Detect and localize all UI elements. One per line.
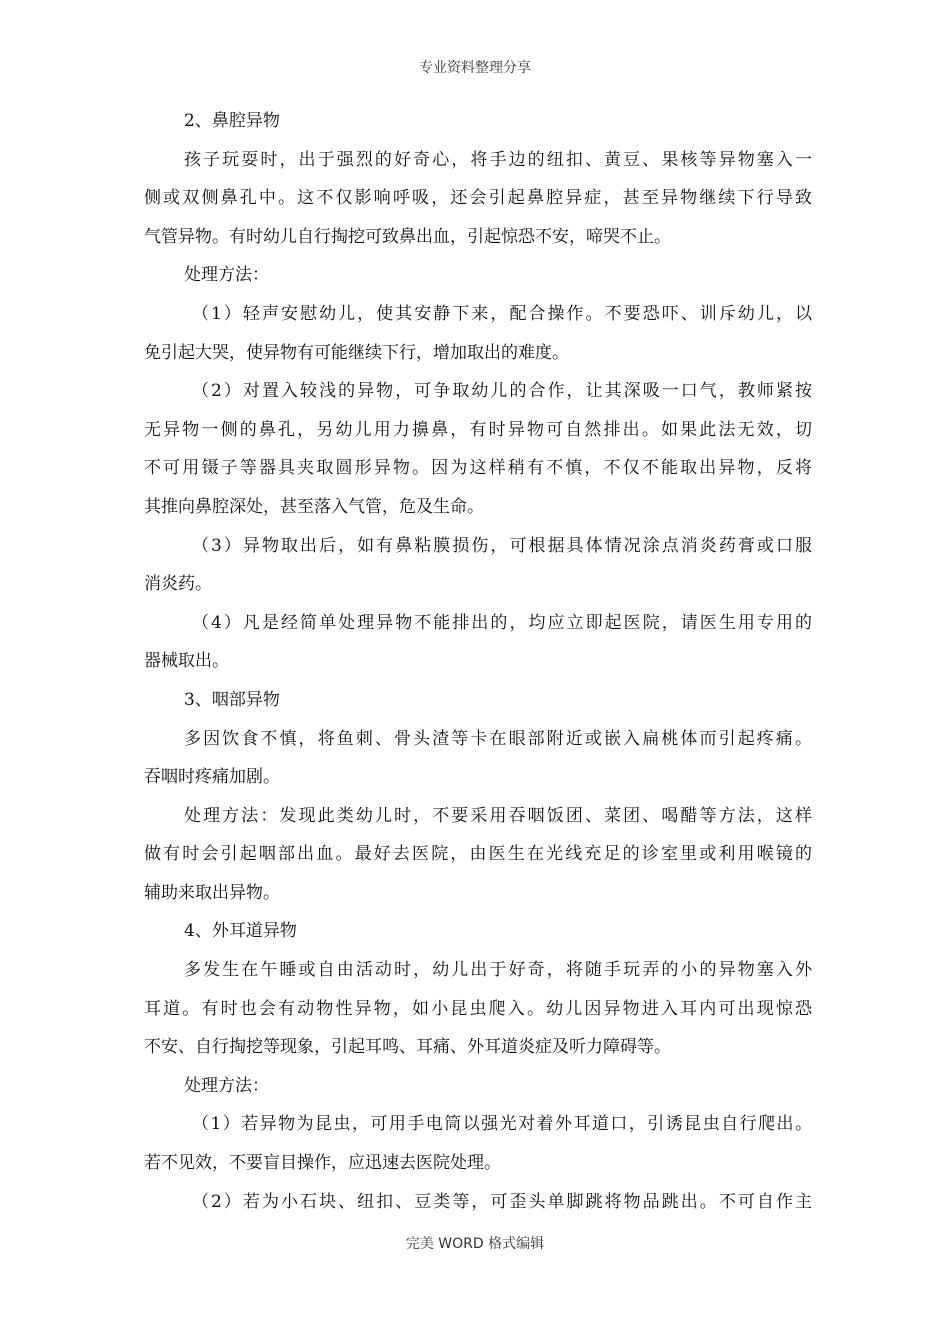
page-header: 专业资料整理分享 [419,60,531,76]
paragraph-line: 处理方法：发现此类幼儿时，不要采用吞咽饭团、菜团、喝醋等方法，这样 [184,805,812,826]
paragraph-line: （2）对置入较浅的异物，可争取幼儿的合作，让其深吸一口气，教师紧按 [192,381,812,402]
method-label: 处理方法： [184,265,269,286]
paragraph-line: 器械取出。 [144,651,229,672]
paragraph-line: 孩子玩耍时，出于强烈的好奇心，将手边的纽扣、黄豆、果核等异物塞入一 [184,149,812,170]
paragraph-line: 气管异物。有时幼儿自行掏挖可致鼻出血，引起惊恐不安，啼哭不止。 [144,226,671,247]
section-heading: 2、鼻腔异物 [184,111,280,131]
method-label: 处理方法： [184,1075,269,1096]
paragraph-line: （1）轻声安慰幼儿，使其安静下来，配合操作。不要恐吓、训斥幼儿，以 [192,303,812,324]
paragraph-line: 辅助来取出异物。 [144,882,280,903]
paragraph-line: 耳道。有时也会有动物性异物，如小昆虫爬入。幼儿因异物进入耳内可出现惊恐 [144,998,812,1019]
paragraph-line: （2）若为小石块、纽扣、豆类等，可歪头单脚跳将物品跳出。不可自作主 [192,1191,812,1212]
paragraph-line: 若不见效，不要盲目操作，应迅速去医院处理。 [144,1153,501,1174]
paragraph-line: 吞咽时疼痛加剧。 [144,767,280,788]
paragraph-line: 免引起大哭，使异物有可能继续下行，增加取出的难度。 [144,342,569,363]
paragraph-line: 不可用镊子等器具夹取圆形异物。因为这样稍有不慎，不仅不能取出异物，反将 [144,458,812,479]
paragraph-line: 多因饮食不慎，将鱼刺、骨头渣等卡在眼部附近或嵌入扁桃体而引起疼痛。 [184,728,812,749]
document-body [144,102,812,1221]
paragraph-line: 侧或双侧鼻孔中。这不仅影响呼吸，还会引起鼻腔异症，甚至异物继续下行导致 [144,188,812,209]
paragraph-line: （3）异物取出后，如有鼻粘膜损伤，可根据具体情况涂点消炎药膏或口服 [192,535,812,556]
paragraph-line: 不安、自行掏挖等现象，引起耳鸣、耳痛、外耳道炎症及听力障碍等。 [144,1037,671,1058]
section-heading: 4、外耳道异物 [184,921,297,942]
paragraph-line: 消炎药。 [144,574,212,595]
paragraph-line: 多发生在午睡或自由活动时，幼儿出于好奇，将随手玩弄的小的异物塞入外 [184,960,812,981]
paragraph-line: （1）若异物为昆虫，可用手电筒以强光对着外耳道口，引诱昆虫自行爬出。 [192,1114,812,1135]
paragraph-line: 其推向鼻腔深处，甚至落入气管，危及生命。 [144,496,484,517]
page-footer: 完美 WORD 格式编辑 [405,1236,545,1252]
section-heading: 3、咽部异物 [184,689,280,710]
paragraph-line: （4）凡是经简单处理异物不能排出的，均应立即起医院，请医生用专用的 [192,612,812,633]
paragraph-line: 无异物一侧的鼻孔，另幼儿用力擤鼻，有时异物可自然排出。如果此法无效，切 [144,419,812,440]
paragraph-line: 做有时会引起咽部出血。最好去医院，由医生在光线充足的诊室里或利用喉镜的 [144,844,812,865]
